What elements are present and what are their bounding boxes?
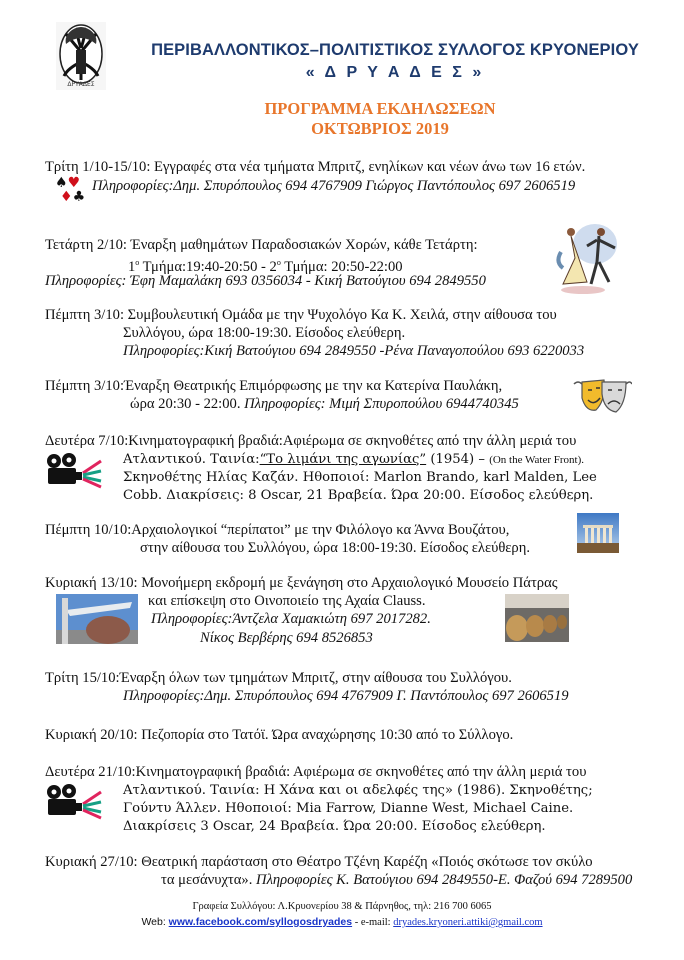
event-2-times: $1^o$ Τμήμα:19:40-20:50 - $2^o$ Τμήμα: 20:50-22:00 (128, 258, 403, 275)
event-5-line: Δευτέρα 7/10:Κινηματογραφική βραδιά:Αφιέρωμα σε σκηνοθέτες από την άλλη μεριά του (45, 433, 577, 449)
event-10-line-2: Ατλαντικού. Ταινία: Η Χάνα και οι αδελφές της» (1986). Σκηνοθέτης; (123, 783, 593, 798)
email-link[interactable]: dryades.kryoneri.attiki@gmail.com (393, 917, 543, 928)
event-7-info-2: Νίκος Βερβέρης 694 8526853 (200, 630, 373, 646)
event-7-line-2: και επίσκεψη στο Οινοποιείο της Αχαία Clauss. (148, 593, 426, 609)
event-2-info: Πληροφορίες: Έφη Μαμαλάκη 693 0356034 - Κική Βατούγιου 694 2849550 (45, 273, 486, 289)
event-8-line: Τρίτη 15/10:Έναρξη όλων των τμημάτων Μπριτζ, στην αίθουσα του Συλλόγου. (45, 670, 512, 686)
organization-name: « Δ Ρ Υ Α Δ Ε Σ » (305, 64, 485, 81)
event-5-line-2: Ατλαντικού. Ταινία:“Το λιμάνι της αγωνίας” (1954) – (On the Water Front). (123, 452, 585, 467)
event-7-line: Κυριακή 13/10: Μονοήμερη εκδρομή με ξενάγηση στο Αρχαιολογικό Μουσείο Πάτρας (45, 575, 558, 591)
museum-photo (56, 594, 138, 644)
event-5-line-3: Σκηνοθέτης Ηλίας Καζάν. Ηθοποιοί: Marlon Brando, karl Malden, Lee (123, 470, 597, 485)
footer-address: Γραφεία Συλλόγου: Λ.Κρυονερίου 38 & Πάρνηθος, τηλ: 216 700 6065 (192, 901, 492, 912)
event-9-line: Κυριακή 20/10: Πεζοπορία στο Τατόϊ. Ώρα αναχώρησης 10:30 από το Σύλλογο. (45, 727, 514, 743)
footer-contacts (0, 916, 684, 928)
event-11-line: Κυριακή 27/10: Θεατρική παράσταση στο Θέατρο Τζένη Καρέζη «Ποιός σκότωσε τον σκύλο (45, 854, 593, 870)
event-4-line: Πέμπτη 3/10:Έναρξη Θεατρικής Επιμόρφωσης με την κα Κατερίνα Παυλάκη, (45, 378, 503, 394)
event-10-line-3: Γούντυ Άλλεν. Ηθοποιοί: Mia Farrow, Dianne West, Michael Caine. (123, 801, 574, 816)
event-6-line: Πέμπτη 10/10:Αρχαιολογικοί “περίπατοι” με την Φιλόλογο κα Άννα Βουζάτου, (45, 522, 510, 538)
dancers-icon (553, 218, 623, 296)
event-10-line: Δευτέρα 21/10:Κινηματογραφική βραδιά: Αφιέρωμα σε σκηνοθέτες από την άλλη μεριά του (45, 764, 587, 780)
web-label: Web: (141, 916, 169, 928)
event-11-line-2: τα μεσάνυχτα». Πληροφορίες Κ. Βατούγιου 694 2849550-Ε. Φαζού 694 7289500 (161, 872, 633, 888)
program-month: ΟΚΤΩΒΡΙΟΣ 2019 (311, 119, 449, 138)
event-1-line: Τρίτη 1/10-15/10: Εγγραφές στα νέα τμήματα Μπριτζ, ενηλίκων και νέων άνω των 16 ετών. (45, 159, 586, 175)
card-suits-icon: ♠♥ ♦♣ (55, 175, 86, 205)
event-7-info-1: Πληροφορίες:Άντζελα Χαμακιώτη 697 2017282. (151, 611, 431, 627)
event-5-line-4: Cobb. Διακρίσεις: 8 Oscar, 21 Βραβεία. Ώρα 20:00. Είσοδος ελεύθερη. (123, 488, 594, 503)
email-label: - e-mail: (352, 917, 394, 928)
film-projector-icon (45, 784, 103, 820)
event-2-line: Τετάρτη 2/10: Έναρξη μαθημάτων Παραδοσιακών Χορών, κάθε Τετάρτη: (45, 237, 478, 253)
association-logo (56, 22, 106, 90)
event-10-line-4: Διακρίσεις 3 Oscar, 24 Βραβεία. Ώρα 20:00. Είσοδος ελεύθερη. (123, 819, 546, 834)
facebook-link[interactable]: www.facebook.com/syllogosdryades (168, 916, 353, 928)
event-1-info: Πληροφορίες:Δημ. Σπυρόπουλος 694 4767909 Γιώργος Παντόπουλος 697 2606519 (92, 178, 576, 194)
organization-title: ΠΕΡΙΒΑΛΛΟΝΤΙΚΟΣ–ΠΟΛΙΤΙΣΤΙΚΟΣ ΣΥΛΛΟΓΟΣ ΚΡΥΟΝΕΡΙΟΥ (151, 41, 639, 59)
event-3-line-2: Συλλόγου, ώρα 18:00-19:30. Είσοδος ελεύθερη. (123, 325, 406, 341)
tree-logo-icon (56, 22, 106, 90)
event-3-line: Πέμπτη 3/10: Συμβουλευτική Ομάδα με την Ψυχολόγο Κα Κ. Χειλά, στην αίθουσα του (45, 307, 557, 323)
film-projector-icon (45, 453, 103, 489)
temple-photo (577, 513, 619, 553)
event-3-info: Πληροφορίες:Κική Βατούγιου 694 2849550 -Ρένα Παναγοπούλου 693 6220033 (123, 343, 585, 359)
event-6-line-2: στην αίθουσα του Συλλόγου, ώρα 18:00-19:30. Είσοδος ελεύθερη. (140, 540, 530, 556)
theater-masks-icon (570, 376, 632, 416)
event-4-line-2: ώρα 20:30 - 22:00. Πληροφορίες: Μιμή Σπυροπούλου 6944740345 (130, 396, 519, 412)
event-8-info: Πληροφορίες:Δημ. Σπυρόπουλος 694 4767909 Γ. Παντόπουλος 697 2606519 (123, 688, 569, 704)
film-title: “Το λιμάνι της αγωνίας” (259, 452, 427, 467)
program-title: ΠΡΟΓΡΑΜΜΑ ΕΚΔΗΛΩΣΕΩΝ (264, 99, 496, 118)
svg-text:ΔΡΥΑΔΕΣ: ΔΡΥΑΔΕΣ (67, 81, 95, 88)
wine-barrels-photo (505, 594, 569, 642)
